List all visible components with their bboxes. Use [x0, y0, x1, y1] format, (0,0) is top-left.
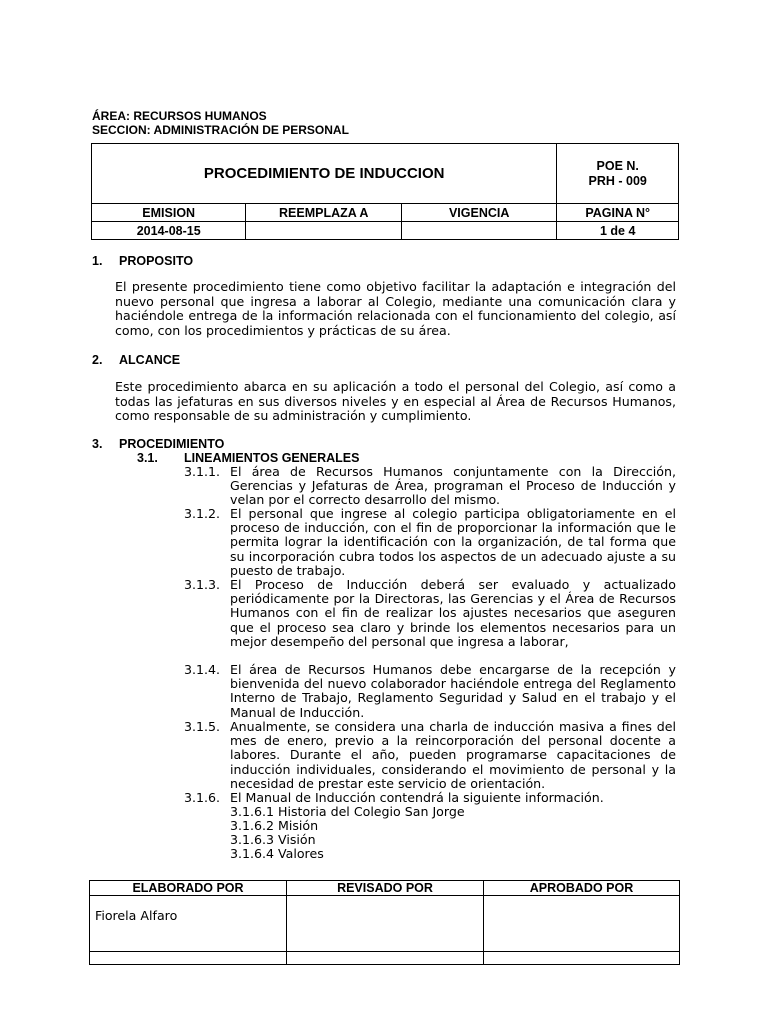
sub-item-text: Valores — [278, 846, 324, 861]
list-item — [184, 578, 676, 649]
aprobado-por-value — [484, 896, 680, 952]
sub-item-number: 3.1.6.2 — [230, 818, 275, 833]
section-text-proposito: El presente procedimiento tiene como objetivo facilitar la adaptación e integración del nuevo personal que ingresa a laborar al Colegio, mediante una comunicación clara y haciéndole entrega de la información relacionada con el funcionamiento del colegio, así como, con los procedimientos y prácticas de su área. — [115, 279, 676, 338]
poe-code: PRH - 009 — [588, 173, 647, 188]
item-text: El Manual de Inducción contendrá la siguiente información. — [230, 790, 604, 805]
subsection-title: LINEAMIENTOS GENERALES — [184, 451, 360, 465]
date-cell-revisado — [287, 952, 484, 965]
reemplaza-value — [246, 222, 402, 240]
section-number: 2. — [92, 353, 103, 367]
section-heading-proposito — [92, 254, 193, 268]
document-title: PROCEDIMIENTO DE INDUCCION — [92, 144, 557, 204]
column-header-aprobado: APROBADO POR — [484, 881, 680, 896]
column-header-elaborado: ELABORADO POR — [90, 881, 287, 896]
section-title: PROCEDIMIENTO — [119, 437, 225, 451]
item-text: Anualmente, se considera una charla de inducción masiva a fines del mes de enero, previo a la reincorporación del personal docente a labores. Durante el año, pueden programarse capacitaciones de inducción individuales, considerando el movimiento de personal y la necesidad de prestar este servicio de orientación. — [230, 719, 676, 791]
list-item — [184, 720, 676, 791]
item-number: 3.1.3. — [184, 577, 221, 592]
column-header-reemplaza: REEMPLAZA A — [246, 204, 402, 222]
date-cell-elaborado — [90, 952, 287, 965]
column-header-revisado: REVISADO POR — [287, 881, 484, 896]
sub-list-item — [230, 847, 324, 861]
item-number: 3.1.5. — [184, 719, 221, 734]
poe-number-cell — [557, 144, 679, 204]
column-header-pagina: PAGINA N° — [557, 204, 679, 222]
sub-item-number: 3.1.6.1 — [230, 804, 275, 819]
section-heading-alcance — [92, 353, 180, 367]
section-number: 3. — [92, 437, 103, 451]
sub-item-text: Historia del Colegio San Jorge — [278, 804, 465, 819]
sub-item-number: 3.1.6.4 — [230, 846, 275, 861]
section-text-alcance: Este procedimiento abarca en su aplicación a todo el personal del Colegio, así como a todas las jefaturas en sus diversos niveles y en especial al Área de Recursos Humanos, como responsable de su administración y cumplimiento. — [115, 379, 676, 424]
list-item — [184, 507, 676, 578]
item-number: 3.1.4. — [184, 662, 221, 677]
pagina-value: 1 de 4 — [557, 222, 679, 240]
subsection-number: 3.1. — [137, 451, 158, 465]
emision-value: 2014-08-15 — [92, 222, 246, 240]
item-number: 3.1.2. — [184, 506, 221, 521]
subsection-heading — [137, 451, 359, 465]
area-label: ÁREA: RECURSOS HUMANOS — [92, 109, 267, 123]
poe-label: POE N. — [596, 158, 639, 173]
revisado-por-value — [287, 896, 484, 952]
item-text: El Proceso de Inducción deberá ser evaluado y actualizado periódicamente por la Directoras, las Gerencias y el Área de Recursos Humanos con el fin de realizar los ajustes necesarios que aseguren que el proceso sea claro y brinde los elementos necesarios para un mejor desempeño del personal que ingresa a laborar, — [230, 577, 676, 649]
section-heading-procedimiento — [92, 437, 224, 451]
section-title: ALCANCE — [119, 353, 181, 367]
item-number: 3.1.6. — [184, 790, 221, 805]
date-cell-aprobado — [484, 952, 680, 965]
section-label: SECCION: ADMINISTRACIÓN DE PERSONAL — [92, 123, 349, 137]
vigencia-value — [401, 222, 556, 240]
section-title: PROPOSITO — [119, 254, 194, 268]
section-number: 1. — [92, 254, 103, 268]
item-text: El personal que ingrese al colegio participa obligatoriamente en el proceso de inducción, con el fin de proporcionar la información que le permita lograr la identificación con la organización, de tal forma que su incorporación cubra todos los aspectos de un adecuado ajuste a su puesto de trabajo. — [230, 506, 676, 578]
sub-item-text: Visión — [278, 832, 316, 847]
list-item — [184, 465, 676, 508]
document-info-table — [91, 143, 679, 240]
signature-table — [89, 880, 680, 965]
list-item — [184, 663, 676, 720]
item-text: El área de Recursos Humanos conjuntamente con la Dirección, Gerencias y Jefaturas de Área, programan el Proceso de Inducción y velan por el correcto desarrollo del mismo. — [230, 464, 676, 508]
column-header-vigencia: VIGENCIA — [401, 204, 556, 222]
elaborado-por-value: Fiorela Alfaro — [90, 896, 287, 952]
sub-item-number: 3.1.6.3 — [230, 832, 275, 847]
item-number: 3.1.1. — [184, 464, 221, 479]
column-header-emision: EMISION — [92, 204, 246, 222]
sub-item-text: Misión — [278, 818, 319, 833]
item-text: El área de Recursos Humanos debe encargarse de la recepción y bienvenida del nuevo colaborador haciéndole entrega del Reglamento Interno de Trabajo, Reglamento Seguridad y Salud en el trabajo y el Manual de Inducción. — [230, 662, 676, 720]
